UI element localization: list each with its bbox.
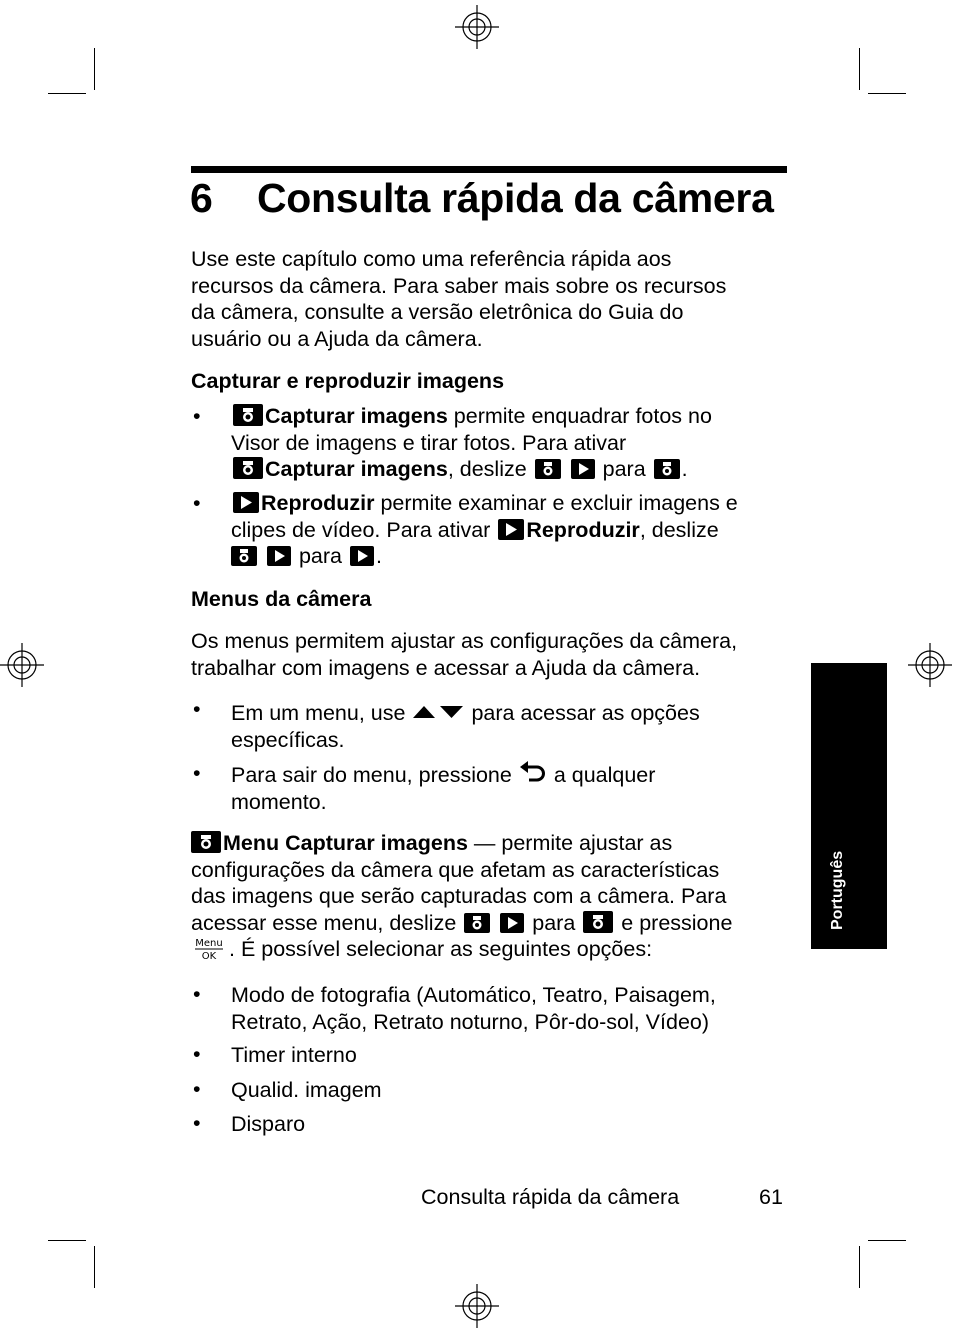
menu-ok-icon [191,936,227,962]
text-line: Para sair do menu, pressione [231,763,512,787]
bullet: • [193,491,201,515]
menus-intro [191,628,737,681]
camera-icon [233,404,263,426]
list-item-option [231,982,716,1035]
camera-icon [583,911,613,933]
list-item-option: Qualid. imagem [231,1078,382,1102]
list-item-menu-navigate [231,700,700,753]
text-line: Use este capítulo como uma referência rápida aos [191,247,672,271]
text-line: permite enquadrar fotos no [447,404,712,428]
list-item-option: Timer interno [231,1043,357,1067]
text-line: para acessar as opções [471,701,700,725]
list-item-capture [231,403,712,483]
playback-icon [233,492,259,513]
footer-title: Consulta rápida da câmera [421,1185,680,1209]
text-line: momento. [231,789,327,814]
chapter-number: 6 [190,175,213,221]
crop-mark [94,1246,95,1288]
bullet: • [193,1111,201,1135]
text-line: para [532,910,576,935]
registration-mark-icon [455,5,499,49]
text-line: recursos da câmera. Para saber mais sobre os recursos [191,273,727,298]
playback-label: Reproduzir [261,491,375,515]
playback-icon [571,459,595,479]
crop-mark [868,1240,906,1241]
text-line: para [298,544,343,569]
camera-icon [654,459,680,479]
svg-text:Menu: Menu [195,938,223,950]
text-line: trabalhar com imagens e acessar a Ajuda da câmera. [191,655,701,680]
text-line: usuário ou a Ajuda da câmera. [191,326,483,351]
text-line: configurações da câmera que afetam as características [191,857,720,882]
text-line: Modo de fotografia (Automático, Teatro, Paisagem, [231,983,716,1007]
registration-mark-icon [908,643,952,687]
crop-mark [48,93,86,94]
bullet: • [193,697,201,721]
capture-label: Capturar imagens [265,404,448,428]
text-line: Os menus permitem ajustar as configurações da câmera, [191,629,738,653]
text-line: específicas. [231,727,345,752]
bullet: • [193,1042,201,1066]
crop-mark [94,48,95,90]
chapter-rule [191,166,787,173]
playback-icon [500,913,524,933]
text-line: acessar esse menu, deslize [191,910,457,935]
crop-mark [859,1246,860,1288]
crop-mark [48,1240,86,1241]
section-heading: Menus da câmera [191,587,372,611]
chapter-title-text: Consulta rápida da câmera [257,175,774,221]
svg-text:OK: OK [201,951,217,963]
text-line: Retrato, Ação, Retrato noturno, Pôr-do-sol, Vídeo) [231,1009,710,1034]
camera-icon [464,913,490,933]
crop-mark [859,48,860,90]
text-line: Visor de imagens e tirar fotos. Para ativar [231,430,627,455]
chapter-title [190,175,810,222]
playback-icon [350,546,374,566]
list-item-option: Disparo [231,1112,306,1136]
bullet: • [193,982,201,1006]
text-line: da câmera, consulte a versão eletrônica do Guia do [191,300,684,325]
bullet: • [193,1077,201,1101]
list-item-menu-exit [231,761,655,815]
crop-mark [868,93,906,94]
section-heading: Capturar e reproduzir imagens [191,369,505,393]
playback-icon [498,519,524,540]
camera-icon [231,546,257,566]
text-line: para [602,457,646,482]
text-line: Em um menu, use [231,701,406,725]
bullet: • [193,404,201,428]
period: . [681,457,688,482]
camera-icon [233,457,263,479]
capture-menu-paragraph [191,830,732,963]
page-number: 61 [759,1185,783,1209]
text-line: clipes de vídeo. Para ativar [231,517,491,542]
capture-label: Capturar imagens [265,457,448,482]
language-tab [811,663,887,949]
text-line: das imagens que serão capturadas com a câmera. Para [191,884,727,909]
text-line: e pressione [621,910,733,935]
intro-paragraph [191,246,726,352]
language-tab-label: Português [829,850,846,930]
text-line: , deslize [639,517,719,542]
camera-icon [535,459,561,479]
period: . [376,544,382,569]
text-line: a qualquer [553,763,656,787]
capture-menu-label: Menu Capturar imagens [223,831,468,855]
playback-label: Reproduzir [526,517,640,542]
registration-mark-icon [0,643,44,687]
camera-icon [191,831,221,853]
registration-mark-icon [455,1284,499,1328]
playback-icon [267,546,291,566]
back-arrow-icon [520,761,546,785]
list-item-playback [231,490,738,570]
text-line: . É possível selecionar as seguintes opções: [229,937,653,962]
text-line: — permite ajustar as [467,831,673,855]
text-line: permite examinar e excluir imagens e [374,491,738,515]
up-down-arrows-icon [413,705,463,719]
bullet: • [193,761,201,785]
text-line: , deslize [447,457,527,482]
